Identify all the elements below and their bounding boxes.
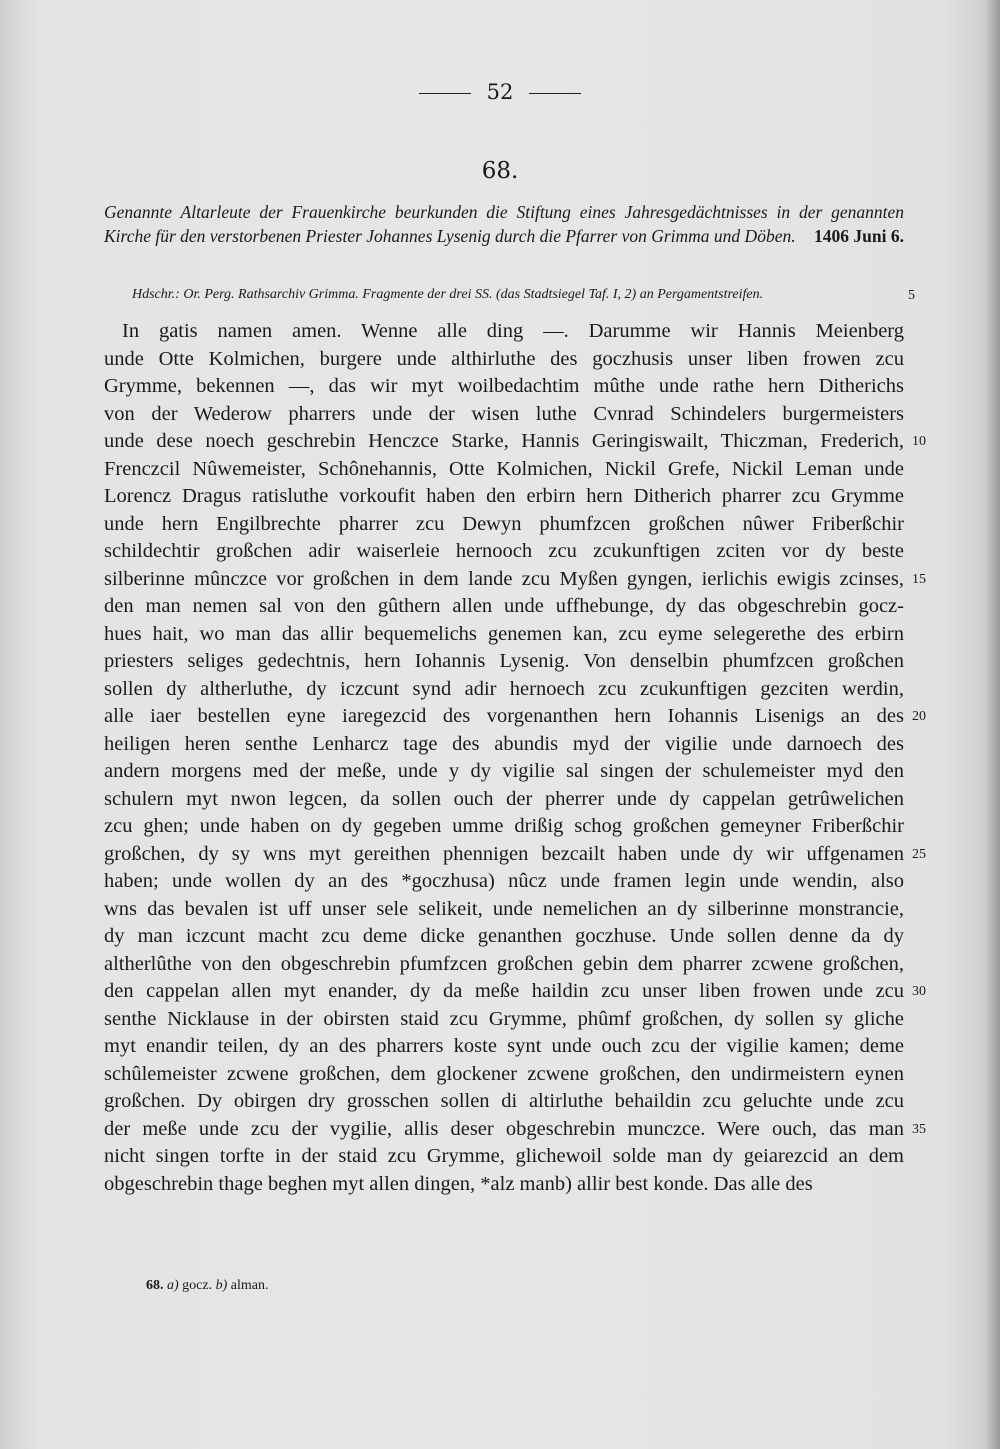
text-line: andern morgens med der meße, unde y dy vigilie sal singen der schulemeister myd den (104, 760, 904, 782)
line-number: 15 (912, 571, 926, 587)
text-line: der meße unde zcu der vygilie, allis deser obgeschrebin munczce. Were ouch, das man (104, 1117, 904, 1140)
text-line: wns das bevalen ist uff unser sele selikeit, unde nemelichen an dy silberinne monstrancie, (104, 897, 904, 920)
footnote-number: 68. (146, 1278, 164, 1293)
source-note: Hdschr.: Or. Perg. Rathsarchiv Grimma. Fragmente der drei SS. (das Stadtsiegel Taf. I, 2) an Pergamentstreifen. (132, 287, 764, 302)
document-summary (104, 200, 904, 248)
footnote-b-label: b) (215, 1278, 228, 1293)
text-line: den cappelan allen myt enander, dy da meße haildin zcu unser liben frowen unde zcu (104, 980, 904, 1002)
text-line: Lorencz Dragus ratisluthe vorkoufit haben den erbirn hern Ditherich pharrer zcu Grymme (104, 485, 904, 507)
line-number-5: 5 (908, 288, 915, 303)
text-line: silberinne mûnczce vor großchen in dem lande zcu Myßen gyngen, ierlichis ewigis zcinses, (104, 567, 904, 590)
text-line: dy man iczcunt macht zcu deme dicke genanthen goczhuse. Unde sollen denne da dy (104, 925, 904, 947)
document-body (104, 318, 904, 1198)
footnote-a-text: gocz. (182, 1278, 213, 1293)
running-header (0, 80, 1000, 104)
summary-text: Genannte Altarleute der Frauenkirche beurkunden die Stiftung eines Jahresgedächtnisses in der genannten Kirche für den verstorbenen Priester Johannes Lysenig durch die Pfarrer von Grimma und Döben. (104, 202, 904, 246)
text-line: unde dese noech geschrebin Henczce Starke, Hannis Geringiswailt, Thiczman, Frederich, (104, 430, 904, 452)
text-line: altherlûthe von den obgeschrebin pfumfzcen großchen gebin dem pharrer zcwene großchen, (104, 952, 904, 975)
text-line: alle iaer bestellen eyne iaregezcid des vorgenanthen hern Iohannis Lisenigs an des (104, 705, 904, 727)
line-number: 25 (912, 846, 926, 862)
text-line: Grymme, bekennen —, das wir myt woilbedachtim mûthe unde rathe hern Ditherichs (104, 375, 904, 397)
text-line: heiligen heren senthe Lenharcz tage des abundis myd der vigilie unde darnoech des (104, 732, 904, 755)
document-number: 68. (481, 158, 519, 184)
text-line: priesters seliges gedechtnis, hern Iohannis Lysenig. Von denselbin phumfzcen großchen (104, 650, 904, 672)
text-line: senthe Nicklause in der obirsten staid zcu Grymme, phûmf großchen, dy sollen sy gliche (104, 1007, 904, 1030)
document-date: 1406 Juni 6. (814, 226, 904, 246)
text-line: schildechtir großchen adir waiserleie hernooch zcu zcukunftigen zciten vor dy beste (104, 540, 904, 562)
text-line: hues hait, wo man das allir bequemelichs genemen kan, zcu eyme selegerethe des erbirn (104, 622, 904, 645)
text-line: Frenczcil Nûwemeister, Schônehannis, Otte Kolmichen, Nickil Grefe, Nickil Leman unde (104, 457, 904, 480)
page-edge-shadow (984, 0, 1000, 1449)
line-number: 20 (912, 709, 926, 724)
text-line: schulern myt nwon legcen, da sollen ouch der pherrer unde dy cappelan getrûwelichen (104, 787, 904, 810)
text-line: den man nemen sal von den gûthern allen unde uffhebunge, dy das obgeschrebin gocz- (104, 595, 904, 617)
footnote-b-text: alman. (230, 1278, 269, 1293)
text-line: haben; unde wollen dy an des *goczhusa) nûcz unde framen legin unde wendin, also (104, 870, 904, 892)
text-line: myt enandir teilen, dy an des pharrers koste synt unde ouch zcu der vigilie kamen; deme (104, 1035, 904, 1057)
text-line: schûlemeister zcwene großchen, dem glockener zcwene großchen, den undirmeistern eynen (104, 1062, 904, 1085)
text-line: obgeschrebin thage beghen myt allen dingen, *alz manb) allir best konde. Das alle des (104, 1172, 813, 1195)
footnotes (146, 1278, 269, 1294)
text-line: sollen dy altherluthe, dy iczcunt synd adir hernoech zcu zcukunftigen gezciten werdin, (104, 677, 904, 700)
text-line: unde Otte Kolmichen, burgere unde althirluthe des goczhusis unser liben frowen zcu (104, 347, 904, 370)
text-line: unde hern Engilbrechte pharrer zcu Dewyn phumfzcen großchen nûwer Friberßchir (104, 512, 904, 535)
line-number: 30 (912, 984, 926, 999)
line-number: 10 (912, 434, 926, 449)
header-rule-right (529, 93, 581, 94)
text-line: großchen. Dy obirgen dry grosschen sollen di altirluthe behaildin zcu geluchte unde zcu (104, 1090, 904, 1112)
line-number: 35 (912, 1121, 926, 1137)
text-line: von der Wederow pharrers unde der wisen luthe Cvnrad Schindelers burgermeisters (104, 402, 904, 425)
text-line: zcu ghen; unde haben on dy gegeben umme drißig schog großchen gemeyner Friberßchir (104, 815, 904, 837)
page-number: 52 (486, 80, 514, 104)
text-line: großchen, dy sy wns myt gereithen phennigen bezcailt haben unde dy wir uffgenamen (104, 842, 904, 865)
text-line: nicht singen torfte in der staid zcu Grymme, glichewoil solde man dy geiarezcid an dem (104, 1145, 904, 1167)
text-line: In gatis namen amen. Wenne alle ding —. Darumme wir Hannis Meienberg (122, 320, 904, 342)
header-rule-left (419, 93, 471, 94)
footnote-a-label: a) (167, 1278, 179, 1293)
